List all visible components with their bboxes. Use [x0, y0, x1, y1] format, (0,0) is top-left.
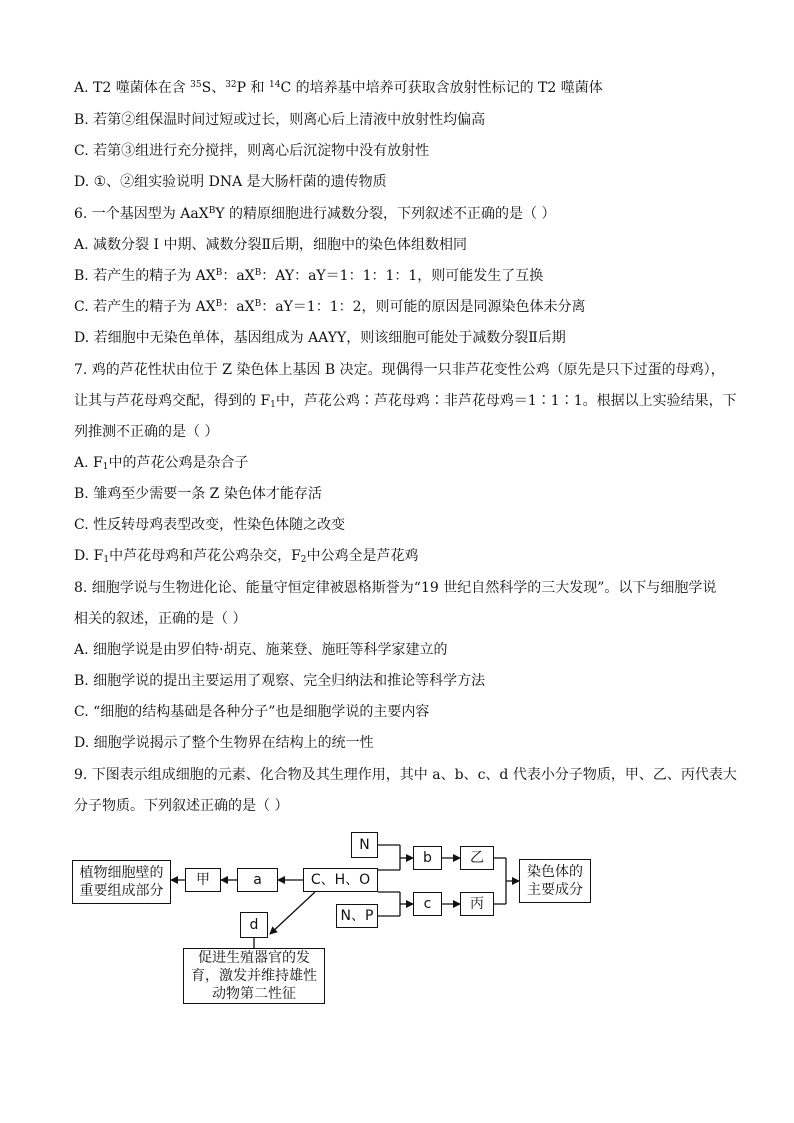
chromosome-component-box: 染色体的主要成分 — [519, 859, 591, 903]
b-box: b — [413, 846, 442, 870]
jia-box: 甲 — [185, 868, 221, 892]
q8-stem-line2: 相关的叙述，正确的是（ ） — [74, 611, 247, 627]
q6-option-d: D. 若细胞中无染色单体，基因组成为 AAYY，则该细胞可能处于减数分裂Ⅱ后期 — [74, 330, 566, 346]
q5-option-d: D. ①、②组实验说明 DNA 是大肠杆菌的遗传物质 — [74, 174, 387, 190]
a-box: a — [237, 868, 278, 892]
q6-option-a: A. 减数分裂 I 中期、减数分裂Ⅱ后期，细胞中的染色体组数相同 — [74, 237, 467, 253]
arrow-cho-to-d — [270, 892, 315, 934]
q9-stem-line1: 9. 下图表示组成细胞的元素、化合物及其生理作用，其中 a、b、c、d 代表小分子物质，甲、乙、丙代表大 — [74, 767, 737, 783]
d-box: d — [240, 912, 268, 938]
q7-stem-line2: 让其与芦花母鸡交配，得到的 $F_1$中，芦花公鸡∶芦花母鸡∶非芦花母鸡＝1∶1∶1。根据以上实验结果，下 — [74, 393, 737, 410]
plant-cell-wall-box: 植物细胞壁的重要组成部分 — [72, 860, 171, 904]
q6-stem: 6. 一个基因型为 AaX$^B$Y 的精原细胞进行减数分裂，下列叙述不正确的是（ ） — [74, 206, 556, 222]
q5-option-a: A. T2 噬菌体在含 $^{35}$S、$^{32}$P 和 $^{14}$C 的培养基中培养可获取含放射性标记的 T2 噬菌体 — [74, 80, 603, 96]
q7-stem-line1: 7. 鸡的芦花性状由位于 Z 染色体上基因 B 决定。现偶得一只非芦花变性公鸡（原先是只下过蛋的母鸡）， — [74, 362, 725, 378]
c-box: c — [413, 892, 442, 916]
sex-hormone-function-box: 促进生殖器官的发育，激发并维持雄性动物第二性征 — [183, 948, 325, 1004]
q8-stem-line1: 8. 细胞学说与生物进化论、能量守恒定律被恩格斯誉为“19 世纪自然科学的三大发现”。以下与细胞学说 — [74, 580, 717, 596]
q7-option-d: D. $F_1$中芦花母鸡和芦花公鸡杂交，$F_2$中公鸡全是芦花鸡 — [74, 548, 419, 565]
q8-option-b: B. 细胞学说的提出主要运用了观察、完全归纳法和推论等科学方法 — [74, 673, 486, 689]
q7-stem-line3: 列推测不正确的是（ ） — [74, 424, 219, 440]
bing-box: 丙 — [460, 892, 494, 916]
yi-box: 乙 — [460, 846, 494, 870]
q9-stem-line2: 分子物质。下列叙述正确的是（ ） — [74, 798, 289, 814]
np-box: N、P — [336, 904, 378, 928]
q8-option-d: D. 细胞学说揭示了整个生物界在结构上的统一性 — [74, 735, 374, 751]
q7-option-a: A. $F_1$中的芦花公鸡是杂合子 — [74, 455, 249, 472]
cho-box: C、H、O — [303, 868, 378, 892]
q5-option-c: C. 若第③组进行充分搅拌，则离心后沉淀物中没有放射性 — [74, 143, 430, 159]
q5-option-b: B. 若第②组保温时间过短或过长，则离心后上清液中放射性均偏高 — [74, 112, 486, 128]
q7-option-c: C. 性反转母鸡表型改变，性染色体随之改变 — [74, 517, 346, 533]
n-box: N — [351, 832, 378, 858]
q8-option-c: C. “细胞的结构基础是各种分子”也是细胞学说的主要内容 — [74, 704, 430, 720]
q6-option-b: B. 若产生的精子为 $AX^B$：$aX^B$：AY：aY＝1：1：1：1，则可能发生了互换 — [74, 268, 544, 284]
q6-option-c: C. 若产生的精子为 $AX^B$：$aX^B$：aY＝1：1：2，则可能的原因是同源染色体未分离 — [74, 299, 586, 315]
q8-option-a: A. 细胞学说是由罗伯特·胡克、施莱登、施旺等科学家建立的 — [74, 642, 448, 658]
q7-option-b: B. 雏鸡至少需要一条 Z 染色体才能存活 — [74, 486, 322, 502]
